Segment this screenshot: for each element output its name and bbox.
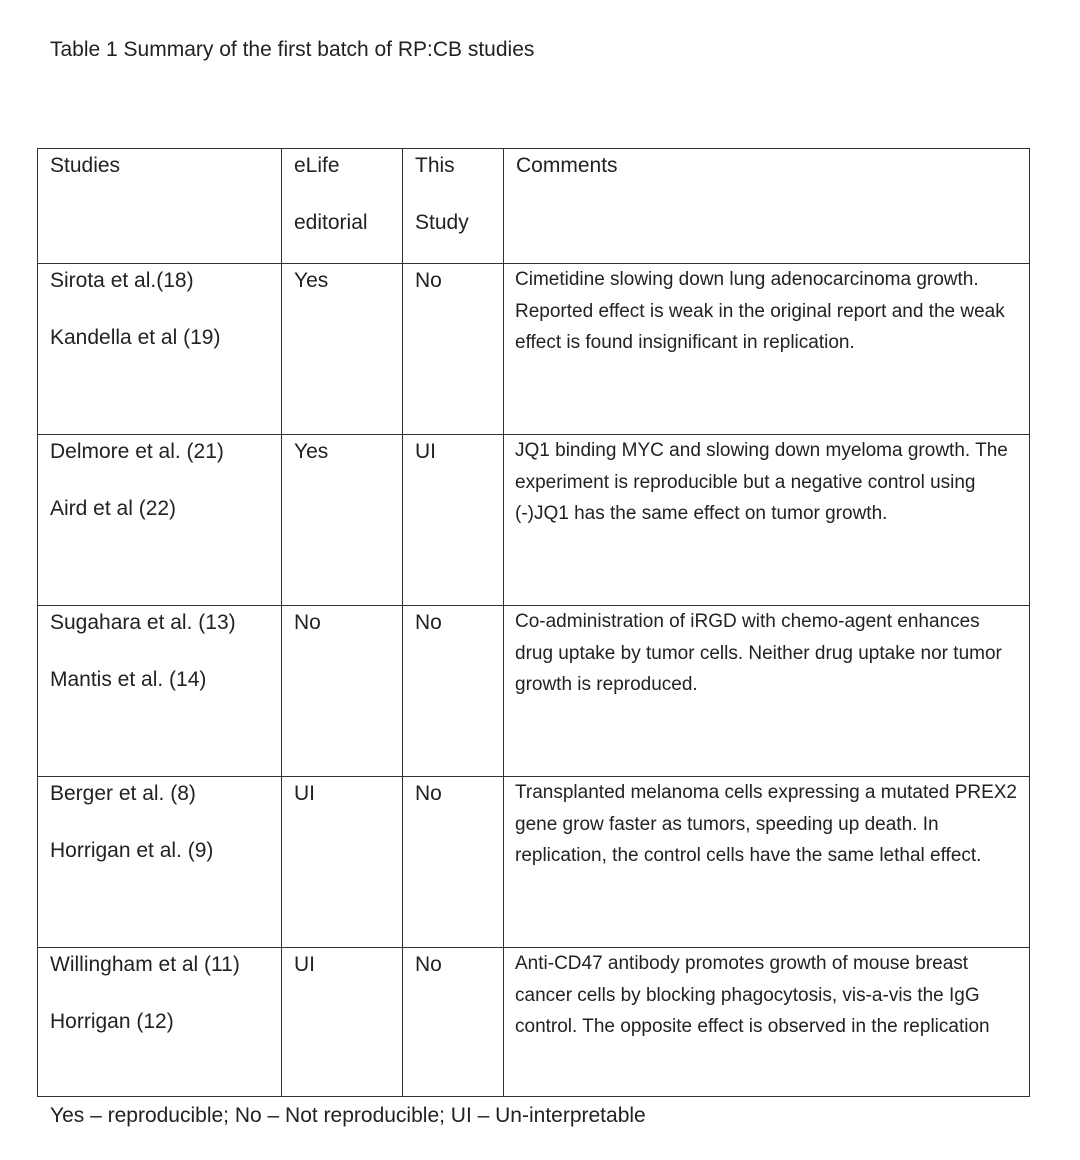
comment-text: JQ1 binding MYC and slowing down myeloma growth. The experiment is reproducible but a negative control using (-)JQ1 has the same effect on tumor growth. [515,440,1008,524]
cell-comments [504,264,1030,435]
header-studies [38,149,282,264]
comment-text: Transplanted melanoma cells expressing a mutated PREX2 gene grow faster as tumors, speeding up death. In replication, the control cells have the same lethal effect. [515,782,1017,866]
cell-studies [38,777,282,948]
table-row [38,435,1030,606]
cell-studies [38,948,282,1097]
replication-study: Mantis et al. (14) [50,668,207,691]
cell-elife [282,606,403,777]
cell-comments [504,435,1030,606]
table-footnote: Yes – reproducible; No – Not reproducible; UI – Un-interpretable [50,1104,646,1127]
cell-this-study [403,435,504,606]
cell-this-study [403,948,504,1097]
cell-studies [38,606,282,777]
original-study: Berger et al. (8) [50,782,196,805]
this-study-verdict: No [415,611,442,634]
cell-studies [38,264,282,435]
replication-study: Aird et al (22) [50,497,177,520]
comment-text: Anti-CD47 antibody promotes growth of mouse breast cancer cells by blocking phagocytosis, vis-a-vis the IgG control. The opposite effect is observed in the replication [515,953,990,1037]
cell-elife [282,948,403,1097]
comment-text: Co-administration of iRGD with chemo-agent enhances drug uptake by tumor cells. Neither drug uptake nor tumor growth is reproduced. [515,611,1002,695]
table-row [38,948,1030,1097]
elife-verdict: UI [294,953,315,976]
table-row [38,777,1030,948]
elife-verdict: Yes [294,269,329,292]
table-row [38,606,1030,777]
header-elife-line1: eLife [294,154,340,177]
this-study-verdict: No [415,782,442,805]
cell-studies [38,435,282,606]
cell-elife [282,264,403,435]
original-study: Sirota et al.(18) [50,269,194,292]
header-comments [504,149,1030,264]
summary-table [37,148,1030,1097]
header-this-study [403,149,504,264]
replication-study: Horrigan (12) [50,1010,174,1033]
original-study: Delmore et al. (21) [50,440,224,463]
table-row [38,264,1030,435]
elife-verdict: UI [294,782,315,805]
elife-verdict: No [294,611,321,634]
cell-comments [504,948,1030,1097]
this-study-verdict: UI [415,440,436,463]
original-study: Sugahara et al. (13) [50,611,236,634]
header-comments-label: Comments [516,154,618,177]
replication-study: Horrigan et al. (9) [50,839,214,862]
this-study-verdict: No [415,953,442,976]
header-this-line2: Study [415,211,469,234]
elife-verdict: Yes [294,440,329,463]
header-this-line1: This [415,154,455,177]
replication-study: Kandella et al (19) [50,326,221,349]
comment-text: Cimetidine slowing down lung adenocarcinoma growth. Reported effect is weak in the original report and the weak effect is found insignificant in replication. [515,269,1005,353]
cell-elife [282,777,403,948]
cell-this-study [403,777,504,948]
this-study-verdict: No [415,269,442,292]
original-study: Willingham et al (11) [50,953,240,976]
cell-comments [504,606,1030,777]
cell-comments [504,777,1030,948]
header-elife-editorial [282,149,403,264]
cell-this-study [403,264,504,435]
cell-this-study [403,606,504,777]
cell-elife [282,435,403,606]
table-header-row [38,149,1030,264]
header-studies-label: Studies [50,154,121,177]
table-caption: Table 1 Summary of the first batch of RP:CB studies [50,38,535,61]
header-elife-line2: editorial [294,211,368,234]
